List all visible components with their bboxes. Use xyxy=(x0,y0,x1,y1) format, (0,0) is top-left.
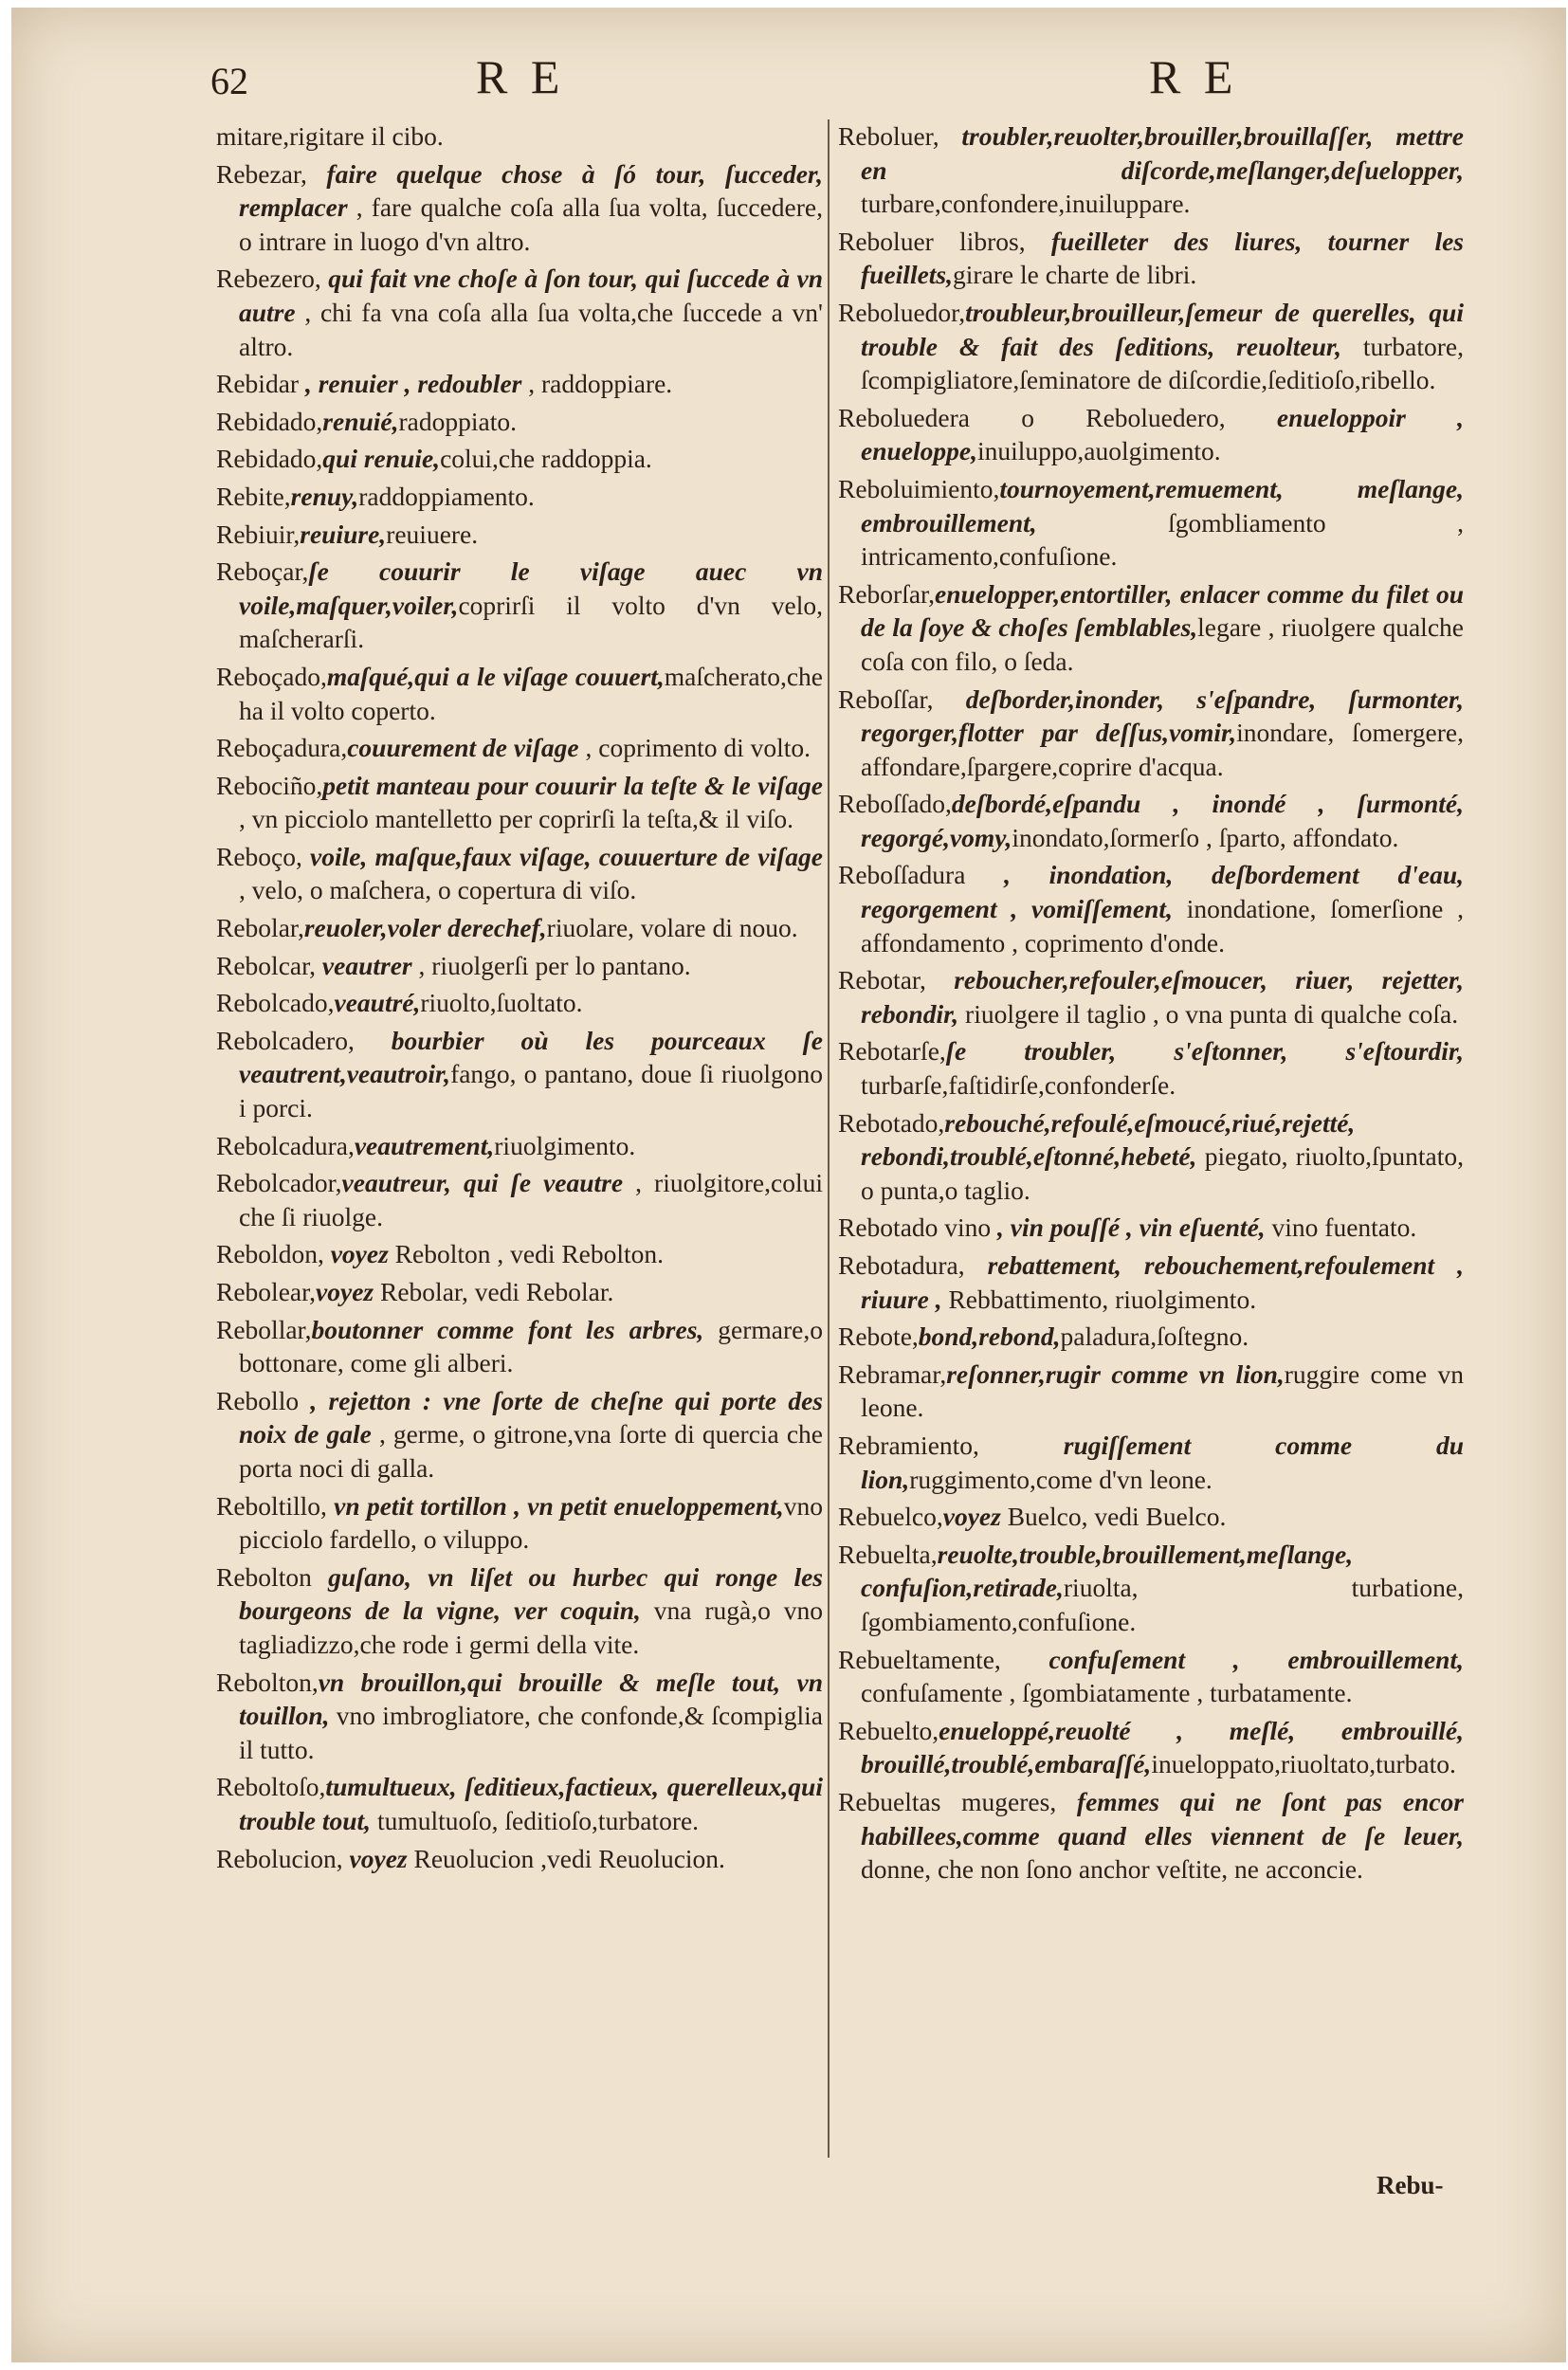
dictionary-entry xyxy=(216,367,823,401)
french-gloss: , rejetton : vne ſorte de cheſne qui porte des noix de gale xyxy=(239,1385,823,1449)
italian-gloss: , velo, o maſchera, o copertura di viſo. xyxy=(239,875,637,905)
headword: Rebite, xyxy=(216,481,291,511)
french-gloss: troubler,reuolter,brouiller,brouillaſſer, mettre en diſcorde,meſlanger,deſuelopper, xyxy=(861,121,1464,185)
french-gloss: veautrement, xyxy=(354,1130,495,1160)
headword: Reboçadura, xyxy=(216,733,348,763)
french-gloss: enuelopper,entortiller, enlacer comme du filet ou de la ſoye & choſes ſemblables, xyxy=(861,578,1464,643)
dictionary-entry xyxy=(216,769,823,836)
french-gloss: reuoler,voler derechef, xyxy=(303,913,547,943)
french-gloss: veautré, xyxy=(334,988,421,1018)
dictionary-entry xyxy=(216,1275,823,1309)
dictionary-entry xyxy=(216,555,823,656)
dictionary-entry xyxy=(838,1785,1464,1887)
french-gloss: reſonner,rugir comme vn lion, xyxy=(946,1358,1285,1389)
headword: Rebolcadura, xyxy=(216,1130,355,1160)
headword: Rebueltas mugeres, xyxy=(838,1786,1057,1816)
italian-gloss: paladura,ſoſtegno. xyxy=(1060,1322,1249,1352)
dictionary-entry xyxy=(838,787,1464,854)
italian-gloss: confuſamente , ſgombiatamente , turbatamente. xyxy=(861,1678,1353,1708)
headword: Rebidado, xyxy=(216,444,323,474)
dictionary-entry xyxy=(838,401,1464,468)
dictionary-entry xyxy=(216,949,823,983)
french-gloss: guſano, vn liſet ou hurbec qui ronge les bourgeons de la vigne, ver coquin, xyxy=(239,1561,823,1626)
italian-gloss: ſgombliamento , intricamento,confuſione. xyxy=(861,507,1464,572)
italian-gloss: vna rugà,o vno tagliadizzo,che rode i germi della vite. xyxy=(239,1595,823,1659)
dictionary-entry xyxy=(838,1034,1464,1102)
headword: Rebotadura, xyxy=(838,1250,965,1280)
dictionary-entry xyxy=(216,1237,823,1271)
french-gloss: troubleur,brouilleur,ſemeur de querelles, qui trouble & fait des ſeditions, reuolteur, xyxy=(861,297,1464,361)
italian-gloss: legare , riuolgere qualche coſa con filo, o ſeda. xyxy=(861,612,1464,676)
italian-gloss: mitare,rigitare il cibo. xyxy=(216,121,444,151)
dictionary-entry xyxy=(838,1106,1464,1208)
italian-gloss: turbarſe,faſtidirſe,confonderſe. xyxy=(861,1070,1176,1101)
dictionary-entry xyxy=(838,683,1464,784)
italian-gloss: riuolta, turbatione, ſgombiamento,confuſione. xyxy=(861,1573,1464,1636)
headword: Reboluimiento, xyxy=(838,473,1000,503)
dictionary-entry xyxy=(838,1500,1464,1534)
left-running-head: R E xyxy=(476,50,566,103)
italian-gloss: tumultuoſo, ſeditioſo,turbatore. xyxy=(371,1805,700,1835)
italian-gloss: fango, o pantano, doue ſi riuolgono i porci. xyxy=(239,1059,823,1123)
french-gloss: qui renuie, xyxy=(322,444,441,474)
italian-gloss: , raddoppiare. xyxy=(521,369,673,399)
italian-gloss: , fare qualche coſa alla ſua volta, ſuccedere, o intrare in luogo d'vn altro. xyxy=(239,192,823,256)
dictionary-entry xyxy=(216,262,823,363)
headword: Reboldon, xyxy=(216,1239,324,1269)
italian-gloss: ruggire come vn leone. xyxy=(861,1358,1464,1423)
headword: Rebolcadero, xyxy=(216,1025,355,1055)
french-gloss: deſbordé,eſpandu , inondé , ſurmonté, regorgé,vomy, xyxy=(861,789,1464,852)
dictionary-entry xyxy=(216,1770,823,1837)
headword: Reboſſado, xyxy=(838,789,952,819)
french-gloss: voile, maſque,faux viſage, couuerture de viſage xyxy=(301,841,823,871)
french-gloss: , inondation, deſbordement d'eau, regorgement , vomiſſement, xyxy=(861,860,1464,924)
italian-gloss: inueloppato,riuoltato,turbato. xyxy=(1151,1749,1456,1779)
headword: Reboço, xyxy=(216,841,302,871)
dictionary-entry xyxy=(216,1313,823,1380)
french-gloss: renuy, xyxy=(290,481,359,511)
right-running-head: R E xyxy=(1149,50,1239,103)
italian-gloss: ruggimento,come d'vn leone. xyxy=(909,1464,1212,1494)
headword: Rebezero, xyxy=(216,264,321,294)
italian-gloss: vno imbrogliatore, che confonde,& ſcompiglia il tutto. xyxy=(239,1701,823,1764)
french-gloss: enueloppé,reuolté , meſlé, embrouillé, brouillé,troublé,embaraſſé, xyxy=(861,1715,1464,1779)
italian-gloss: Rebolton , vedi Rebolton. xyxy=(388,1239,665,1269)
italian-gloss: , chi fa vna coſa alla ſua volta,che ſuccede a vn' altro. xyxy=(239,297,823,361)
dictionary-entry xyxy=(216,840,823,907)
headword: Rebuelta, xyxy=(838,1539,938,1569)
french-gloss: reboucher,refouler,eſmoucer, riuer, rejetter, rebondir, xyxy=(861,965,1464,1029)
italian-gloss: coprirſi il volto d'vn velo, maſcherarſi. xyxy=(239,590,823,654)
french-gloss: rebattement, rebouchement,refoulement , riuure , xyxy=(861,1250,1464,1314)
french-gloss: enueloppoir , enueloppe, xyxy=(861,402,1464,466)
headword: Rebueltamente, xyxy=(838,1644,1001,1674)
french-gloss: ſe troubler, s'eſtonner, s'eſtourdir, xyxy=(945,1036,1464,1066)
dictionary-entry xyxy=(838,1538,1464,1639)
headword: Rebolcado, xyxy=(216,988,335,1018)
french-gloss: veautreur, qui ſe veautre xyxy=(341,1168,624,1198)
headword: Rebotado vino xyxy=(838,1212,992,1243)
headword: Rebramiento, xyxy=(838,1430,979,1460)
dictionary-entry xyxy=(216,480,823,514)
headword: Reboluer, xyxy=(838,121,939,151)
italian-gloss: , vn picciolo mantelletto per coprirſi la teſta,& il viſo. xyxy=(239,804,793,834)
headword: Rebollo xyxy=(216,1385,300,1415)
french-gloss: qui fait vne choſe à ſon tour, qui ſuccede à vn autre xyxy=(239,264,823,327)
french-gloss: reuolte,trouble,brouillement,meſlange, confuſion,retirade, xyxy=(861,1539,1354,1603)
headword: Rebuelco, xyxy=(838,1502,943,1532)
dictionary-entry xyxy=(216,911,823,945)
dictionary-entry xyxy=(216,157,823,259)
italian-gloss: reuiuere. xyxy=(386,519,479,549)
headword: Reboltoſo, xyxy=(216,1772,326,1802)
page-number: 62 xyxy=(210,60,248,102)
dictionary-entry xyxy=(216,660,823,727)
dictionary-entry xyxy=(838,1249,1464,1316)
italian-gloss: Rebolar, vedi Rebolar. xyxy=(374,1277,614,1306)
headword: Rebiuir, xyxy=(216,519,301,549)
french-gloss: voyez xyxy=(942,1502,1001,1532)
french-gloss: maſqué,qui a le viſage couuert, xyxy=(326,661,665,691)
book-page xyxy=(11,8,1566,2362)
italian-gloss: riuolgere il taglio , o vna punta di qualche coſa. xyxy=(958,998,1459,1029)
italian-gloss: raddoppiamento. xyxy=(358,481,535,511)
italian-gloss: Buelco, vedi Buelco. xyxy=(1000,1502,1227,1532)
dictionary-entry xyxy=(216,1024,823,1125)
french-gloss: confuſement , embrouillement, xyxy=(1000,1644,1464,1674)
french-gloss: tournoyement,remuement, meſlange, embrouillement, xyxy=(861,473,1464,538)
french-gloss: deſborder,inonder, s'eſpandre, ſurmonter, regorger,flotter par deſſus,vomir, xyxy=(861,684,1464,748)
french-gloss: voyez xyxy=(323,1239,389,1269)
french-gloss: femmes qui ne ſont pas encor habillees,comme quand elles viennent de ſe leuer, xyxy=(861,1786,1464,1850)
italian-gloss: vino fuentato. xyxy=(1265,1212,1417,1243)
french-gloss: bond,rebond, xyxy=(918,1322,1061,1352)
headword: Rebotado, xyxy=(838,1107,945,1138)
french-gloss: rugiſſement comme du lion, xyxy=(861,1430,1464,1494)
italian-gloss: Reuolucion ,vedi Reuolucion. xyxy=(407,1843,725,1873)
headword: Reboçar, xyxy=(216,556,309,587)
italian-gloss: riuolgimento. xyxy=(494,1130,636,1160)
headword: Rebolcador, xyxy=(216,1168,342,1198)
headword: Rebolar, xyxy=(216,913,304,943)
french-gloss: couurement de viſage xyxy=(347,733,579,763)
dictionary-entry xyxy=(838,577,1464,679)
italian-gloss: colui,che raddoppia. xyxy=(440,444,652,474)
headword: Reboſſar, xyxy=(838,684,934,714)
headword: Reboluer libros, xyxy=(838,226,1026,256)
dictionary-entry xyxy=(838,472,1464,574)
dictionary-entry xyxy=(216,1666,823,1767)
dictionary-entry xyxy=(216,518,823,552)
headword: Reboluedera o Reboluedero, xyxy=(838,402,1226,432)
headword: Rebolcar, xyxy=(216,950,317,980)
french-gloss: renuié, xyxy=(322,406,399,436)
italian-gloss: radoppiato. xyxy=(398,406,517,436)
dictionary-entry xyxy=(838,1358,1464,1425)
italian-gloss: inondare, ſomergere, affondare,ſpargere,coprire d'acqua. xyxy=(861,718,1464,781)
headword: Rebolear, xyxy=(216,1277,317,1306)
dictionary-entry xyxy=(838,296,1464,397)
french-gloss: fueilleter des liures, tourner les fueillets, xyxy=(861,226,1465,290)
french-gloss: veautrer xyxy=(316,950,412,980)
dictionary-entry xyxy=(838,963,1464,1030)
dictionary-entry xyxy=(838,1714,1464,1781)
column-divider xyxy=(828,119,830,2158)
dictionary-entry xyxy=(216,442,823,476)
left-column xyxy=(216,119,823,1879)
catchword: Rebu- xyxy=(1377,2171,1444,2199)
dictionary-entry xyxy=(216,986,823,1020)
dictionary-entry xyxy=(838,1643,1464,1710)
french-gloss: reuiure, xyxy=(300,519,387,549)
italian-gloss: vno picciolo fardello, o viluppo. xyxy=(239,1490,823,1555)
dictionary-entry xyxy=(216,1489,823,1557)
italian-gloss: riuolto,ſuoltato. xyxy=(420,988,583,1018)
italian-gloss: turbatore, ſcompigliatore,ſeminatore de diſcordie,ſeditioſo,ribello. xyxy=(861,331,1464,395)
italian-gloss: Rebbattimento, riuolgimento. xyxy=(941,1284,1257,1314)
headword: Rebidar xyxy=(216,369,300,399)
italian-gloss: donne, che non ſono anchor veſtite, ne acconcie. xyxy=(861,1854,1363,1885)
italian-gloss: riuolare, volare di nouo. xyxy=(546,913,798,943)
french-gloss: tumultueux, ſeditieux,factieux, querelleux,qui trouble tout, xyxy=(239,1772,823,1835)
french-gloss: rebouché,refoulé,eſmoucé,riué,rejetté, rebondi,troublé,eſtonné,hebeté, xyxy=(861,1107,1356,1172)
headword: Rebotarſe, xyxy=(838,1036,946,1066)
headword: Rebolton xyxy=(216,1561,312,1592)
dictionary-entry xyxy=(838,119,1464,221)
italian-gloss: girare le charte de libri. xyxy=(953,260,1197,290)
headword: Rebollar, xyxy=(216,1314,312,1344)
headword: Rebote, xyxy=(838,1322,919,1352)
french-gloss: , vin pouſſé , vin eſuenté, xyxy=(991,1212,1266,1243)
headword: Reboſſadura xyxy=(838,860,966,890)
dictionary-entry xyxy=(216,1560,823,1662)
italian-gloss: piegato, riuolto,ſpuntato, o punta,o taglio. xyxy=(861,1141,1464,1205)
headword: Reboltillo, xyxy=(216,1490,327,1521)
italian-gloss: maſcherato,che ha il volto coperto. xyxy=(239,661,823,725)
headword: Rebolton, xyxy=(216,1667,319,1697)
dictionary-entry xyxy=(216,1129,823,1163)
right-column xyxy=(838,119,1464,1890)
french-gloss: vn brouillon,qui brouille & meſle tout, vn touillon, xyxy=(239,1667,823,1731)
italian-gloss: germare,o bottonare, come gli alberi. xyxy=(239,1314,824,1378)
dictionary-entry xyxy=(216,1166,823,1233)
french-gloss: faire quelque chose à ſó tour, ſucceder, remplacer xyxy=(239,158,823,223)
dictionary-entry xyxy=(838,1429,1464,1496)
italian-gloss: , germe, o gitrone,vna ſorte di quercia che porta noci di galla. xyxy=(239,1419,823,1483)
headword: Rebolucion, xyxy=(216,1843,343,1873)
headword: Rebidado, xyxy=(216,406,323,436)
french-gloss: bourbier où les pourceaux ſe veautrent,veautroir, xyxy=(239,1025,823,1089)
italian-gloss: inuiluppo,auolgimento. xyxy=(976,436,1221,466)
dictionary-entry xyxy=(216,1384,823,1486)
italian-gloss: turbare,confondere,inuiluppare. xyxy=(861,189,1191,219)
dictionary-entry xyxy=(216,1842,823,1876)
french-gloss: vn petit tortillon , vn petit enueloppement, xyxy=(326,1490,784,1521)
headword: Rebotar, xyxy=(838,965,926,995)
italian-gloss: inondato,ſormerſo , ſparto, affondato. xyxy=(1012,822,1399,852)
headword: Reboluedor, xyxy=(838,297,966,327)
dictionary-entry xyxy=(216,119,823,154)
headword: Rebuelto, xyxy=(838,1715,939,1745)
headword: Rebezar, xyxy=(216,158,307,189)
dictionary-entry xyxy=(838,1320,1464,1354)
dictionary-entry xyxy=(838,858,1464,959)
dictionary-entry xyxy=(838,225,1464,292)
headword: Rebociño, xyxy=(216,770,323,800)
dictionary-entry xyxy=(838,1211,1464,1245)
italian-gloss: , riuolgerſi per lo pantano. xyxy=(411,950,691,980)
headword: Reboçado, xyxy=(216,661,327,691)
french-gloss: boutonner comme font les arbres, xyxy=(311,1314,704,1344)
french-gloss: , renuier , redoubler xyxy=(299,369,522,399)
italian-gloss: , coprimento di volto. xyxy=(578,733,811,763)
french-gloss: ſe couurir le viſage auec vn voile,maſquer,voiler, xyxy=(239,556,823,620)
french-gloss: voyez xyxy=(342,1843,408,1873)
headword: Rebramar, xyxy=(838,1358,947,1389)
french-gloss: petit manteau pour couurir la teſte & le viſage xyxy=(322,770,823,800)
french-gloss: voyez xyxy=(316,1277,374,1306)
dictionary-entry xyxy=(216,731,823,765)
italian-gloss: , riuolgitore,colui che ſi riuolge. xyxy=(239,1168,823,1231)
italian-gloss: inondatione, ſomerſione , affondamento , coprimento d'onde. xyxy=(861,894,1465,957)
headword: Reborſar, xyxy=(838,578,935,609)
dictionary-entry xyxy=(216,405,823,439)
